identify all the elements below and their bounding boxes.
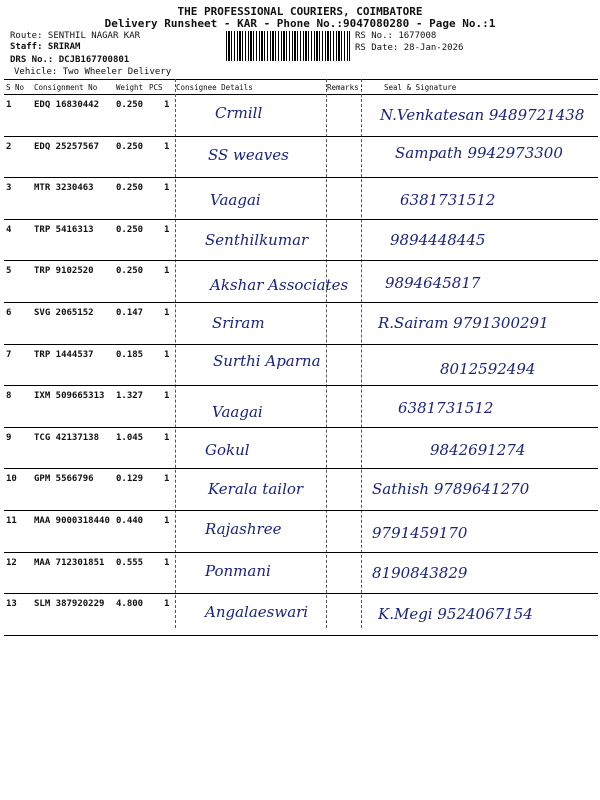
row-consignee: Senthilkumar <box>205 230 309 249</box>
row-weight: 0.147 <box>116 308 144 318</box>
row-pcs: 1 <box>164 557 170 568</box>
row-weight: 0.185 <box>116 349 144 360</box>
table-header <box>4 79 598 95</box>
row-signature: 6381731512 <box>400 191 496 210</box>
vehicle-label: Vehicle: Two Wheeler Delivery <box>14 67 172 77</box>
row-weight: 4.800 <box>116 599 144 610</box>
row-pcs: 1 <box>164 516 170 526</box>
table-row <box>4 136 598 179</box>
row-weight: 1.327 <box>116 391 144 402</box>
row-pcs: 1 <box>164 391 170 402</box>
row-sno: 10 <box>6 474 17 485</box>
header-consignment: Consignment No <box>34 83 98 92</box>
row-signature: 8190843829 <box>372 563 468 582</box>
row-sno: 8 <box>6 391 12 402</box>
row-consignment-no: EDQ 16830442 <box>34 100 100 110</box>
row-signature: 9842691274 <box>430 440 526 459</box>
row-weight: 0.129 <box>116 474 144 485</box>
table-row <box>4 385 598 428</box>
row-signature: 6381731512 <box>398 399 494 418</box>
header-pcs: PCS <box>149 83 163 92</box>
row-sno: 1 <box>6 100 12 110</box>
row-weight: 1.045 <box>116 432 144 443</box>
row-signature: K.Megi 9524067154 <box>378 605 533 624</box>
row-sno: 2 <box>6 141 12 152</box>
row-sno: 12 <box>6 557 17 568</box>
row-consignment-no: SLM 387920229 <box>34 599 105 610</box>
rs-number: RS No.: 1677008 <box>355 31 437 41</box>
row-pcs: 1 <box>164 474 170 485</box>
row-pcs: 1 <box>164 100 170 110</box>
row-consignee: Surthi Aparna <box>213 351 321 370</box>
row-consignment-no: TRP 1444537 <box>34 349 94 360</box>
row-consignment-no: GPM 5566796 <box>34 474 94 485</box>
row-signature: 8012592494 <box>440 359 536 378</box>
table-row <box>4 468 598 511</box>
row-sno: 5 <box>6 266 12 277</box>
header-consignee: Consignee Details <box>176 83 253 92</box>
row-consignee: SS weaves <box>208 145 289 164</box>
table-row <box>4 260 598 303</box>
row-sno: 11 <box>6 516 17 526</box>
row-consignee: Crmill <box>215 104 263 122</box>
row-consignment-no: TCG 42137138 <box>34 432 100 443</box>
row-sno: 13 <box>6 599 17 610</box>
header-sno: S No <box>6 83 25 92</box>
row-weight: 0.250 <box>116 141 144 152</box>
row-weight: 0.440 <box>116 516 144 526</box>
row-signature: Sathish 9789641270 <box>372 480 530 499</box>
table-row <box>4 427 598 470</box>
row-consignee: Ponmani <box>205 561 271 580</box>
row-signature: N.Venkatesan 9489721438 <box>380 106 585 124</box>
row-consignee: Kerala tailor <box>208 480 304 499</box>
row-consignment-no: EDQ 25257567 <box>34 141 100 152</box>
table-row <box>4 177 598 220</box>
row-consignment-no: SVG 2065152 <box>34 308 94 318</box>
drs-label: DRS No.: DCJB167700801 <box>10 55 130 65</box>
row-signature: 9894448445 <box>390 230 486 249</box>
row-sno: 6 <box>6 308 12 318</box>
route-label: Route: SENTHIL NAGAR KAR <box>10 31 141 41</box>
row-sno: 9 <box>6 432 12 443</box>
row-signature: 9791459170 <box>372 524 468 542</box>
row-sno: 3 <box>6 183 12 194</box>
row-sno: 4 <box>6 224 12 235</box>
row-consignee: Vaagai <box>212 403 263 422</box>
row-consignee: Angalaeswari <box>205 603 309 622</box>
runsheet-title: THE PROFESSIONAL COURIERS, COIMBATORE <box>177 5 423 18</box>
row-consignment-no: MAA 9000318440 <box>34 516 110 526</box>
header-weight: Weight <box>116 83 144 92</box>
row-consignee: Vaagai <box>210 191 261 210</box>
row-weight: 0.250 <box>116 224 144 235</box>
rs-date: RS Date: 28-Jan-2026 <box>355 43 464 53</box>
row-weight: 0.555 <box>116 557 144 568</box>
header-remarks: Remarks <box>327 83 359 92</box>
row-pcs: 1 <box>164 266 170 277</box>
row-pcs: 1 <box>164 432 170 443</box>
row-consignee: Rajashree <box>205 520 282 538</box>
header-seal: Seal & Signature <box>384 83 457 92</box>
row-pcs: 1 <box>164 183 170 194</box>
row-consignee: Akshar Associates <box>210 276 349 295</box>
table-row <box>4 219 598 262</box>
row-signature: 9894645817 <box>385 274 481 293</box>
row-signature: R.Sairam 9791300291 <box>378 314 549 332</box>
row-pcs: 1 <box>164 308 170 318</box>
row-weight: 0.250 <box>116 183 144 194</box>
row-pcs: 1 <box>164 599 170 610</box>
row-consignment-no: TRP 9102520 <box>34 266 94 277</box>
barcode <box>226 31 350 61</box>
table-row <box>4 510 598 553</box>
row-consignment-no: MTR 3230463 <box>34 183 94 194</box>
row-weight: 0.250 <box>116 100 144 110</box>
row-sno: 7 <box>6 349 12 360</box>
row-pcs: 1 <box>164 141 170 152</box>
table-row <box>4 344 598 387</box>
row-consignment-no: MAA 712301851 <box>34 557 105 568</box>
row-pcs: 1 <box>164 349 170 360</box>
row-consignee: Sriram <box>212 314 265 332</box>
row-weight: 0.250 <box>116 266 144 277</box>
row-signature: Sampath 9942973300 <box>395 143 563 162</box>
table-row <box>4 302 598 345</box>
row-consignment-no: TRP 5416313 <box>34 224 94 235</box>
table-row <box>4 593 598 636</box>
staff-label: Staff: SRIRAM <box>10 42 81 52</box>
table-row <box>4 94 598 137</box>
row-consignee: Gokul <box>205 440 250 459</box>
table-row <box>4 552 598 595</box>
row-consignment-no: IXM 509665313 <box>34 391 105 402</box>
runsheet-subtitle: Delivery Runsheet - KAR - Phone No.:9047080280 - Page No.:1 <box>104 17 496 30</box>
row-pcs: 1 <box>164 224 170 235</box>
